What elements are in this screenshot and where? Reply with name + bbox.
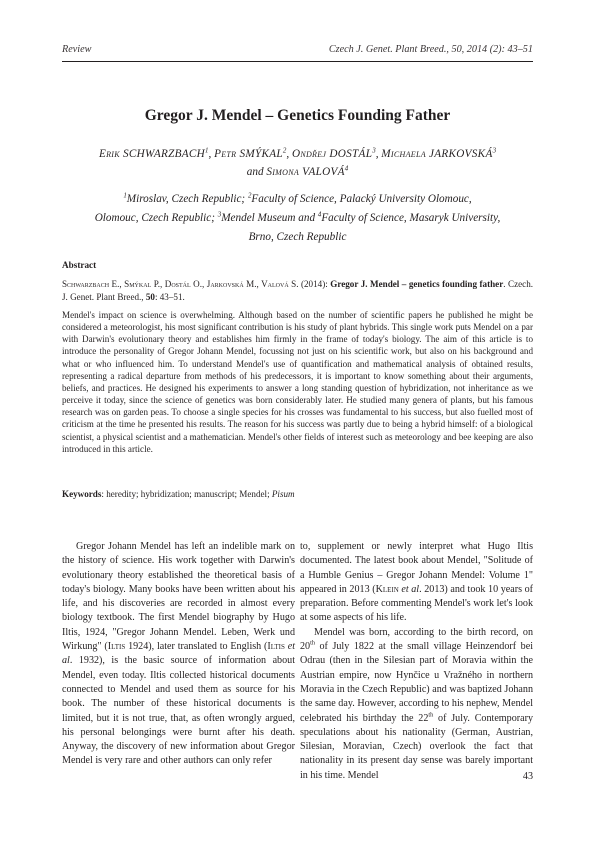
citation-authors: Schwarzbach E., Smýkal P., Dostál O., Jarkovská M., Valová S. (2014): — [62, 279, 328, 289]
author: Erik SCHWARZBACH$^1$ — [98, 146, 209, 160]
journal-citation: Czech J. Genet. Plant Breed., 50, 2014 (2): 43–51 — [328, 44, 533, 55]
keywords: Keywords: heredity; hybridization; manuscript; Mendel; Pisum — [62, 489, 295, 499]
keywords-label: Keywords — [62, 489, 102, 499]
author: Michaela JARKOVSKÁ$^3$ — [381, 146, 497, 160]
running-header — [62, 44, 533, 58]
header-rule — [62, 61, 533, 62]
authors-joiner: and — [246, 166, 264, 178]
paragraph: to, supplement or newly interpret what Hugo Iltis documented. The latest book about Mendel, "Solitude of a Humble Genius – Gregor Johann Mendel: Volume 1" appeared in 2013 (Klein et al. 2013) and took 10 years of preparation. Before commenting Mendel's work let's look at some aspects of his life. — [300, 541, 534, 624]
citation: Schwarzbach E., Smýkal P., Dostál O., Jarkovská M., Valová S. (2014): Gregor J. Mendel – genetics founding father. Czech. J. Genet. Plant Breed., 50: 43–51. — [62, 279, 534, 303]
body-column-left — [62, 540, 295, 769]
author: Petr SMÝKAL$^2$ — [214, 146, 287, 160]
paragraph: Mendel was born, according to the birth record, on 20th of July 1822 at the small village Heinzendorf bei Odrau (then in the Silesian part of Moravia within the Austrian empire, now Hynčice u Vražného in northern Moravia in the Czech Republic) and was baptized Johann the same day. However, according to his nephew, Mendel celebrated his birthday the 22th of July. Contemporary speculations about his nationality (German, Austrian, Silesian, Moravian, Czech) overlook the fact that nationality in its present day sense was barely important in his time. Mendel — [300, 626, 534, 781]
citation-volume: 50 — [145, 292, 155, 303]
section-label: Review — [62, 44, 92, 55]
author: Ondřej DOSTÁL$^3$ — [291, 146, 376, 160]
affiliations: $^1$Miroslav, Czech Republic; $^2$Faculty of Science, Palacký University Olomouc, Olomouc, Czech Republic; $^3$Mendel Museum and $^4$Faculty of Science, Masaryk University, Brno, Czech Republic — [94, 191, 501, 243]
paragraph: Gregor Johann Mendel has left an indelible mark on the history of science. His work together with Darwin's evolutionary theory established the theoretical basis of today's biology. Many books have been written about his life, and his discoveries are recorded in almost every biology textbook. The first Mendel biography by Hugo Iltis, 1924, "Gregor Johann Mendel. Leben, Werk und Wirkung" (Iltis 1924), later translated to English (Iltis et al. 1932), is the basic source of information about Mendel, even today. Iltis collected historical documents connected to Mendel and used them as source for his book. The number of these historical documents is limited, but it is not true, that, as often wrongly argued, his personal belongings were burnt after his death. Anyway, the discovery of new information about Gregor Mendel is very rare and other authors can only refer — [62, 541, 295, 767]
author-list: Erik SCHWARZBACH$^1$, Petr SMÝKAL$^2$, Ondřej DOSTÁL$^3$, Michaela JARKOVSKÁ$^3$ and Simona VALOVÁ$^4$ — [98, 146, 497, 178]
article-title: Gregor J. Mendel – Genetics Founding Father — [144, 107, 451, 124]
page-number: 43 — [522, 771, 533, 782]
body-column-right — [300, 540, 533, 783]
author: Simona VALOVÁ$^4$ — [266, 164, 349, 178]
abstract-text: Mendel's impact on science is overwhelming. Although based on the number of scientific papers he published he might be considered a meteorologist, his most significant contribution is his study of plant hybrids. This single work puts Mendel on a par with Darwin's evolutionary theory and establishes him firmly in the frame of today's biology. The aim of this article is to introduce the personality of Gregor Johann Mendel, focussing not just on his scientific work, but also on his background and what or who influenced him. To understand Mendel's use of quantification and mathematical analysis of obtained results, representing a radical departure from methods of his predecessors, it is important to know something about their arguments, beliefs, and practices. He designed his experiments to answer a long standing question of hybridization, not inheritance as we perceive it today, since the science of genetics was born considerably later. He studied many genera of plants, but his famous research was on garden peas. To choose a single species for his crosses was fundamental to his success, but also fuelled most of criticism at the time he presented his results. The reason for his success was partly due to being a hybrid himself: of a biological scientist, a physical scientist and a mathematician. Mendel's other fields of interest such as meteorology and bee keeping are also introduced in this article. — [62, 310, 533, 454]
abstract-heading: Abstract — [62, 260, 97, 270]
citation-title: Gregor J. Mendel – genetics founding father — [330, 279, 504, 289]
